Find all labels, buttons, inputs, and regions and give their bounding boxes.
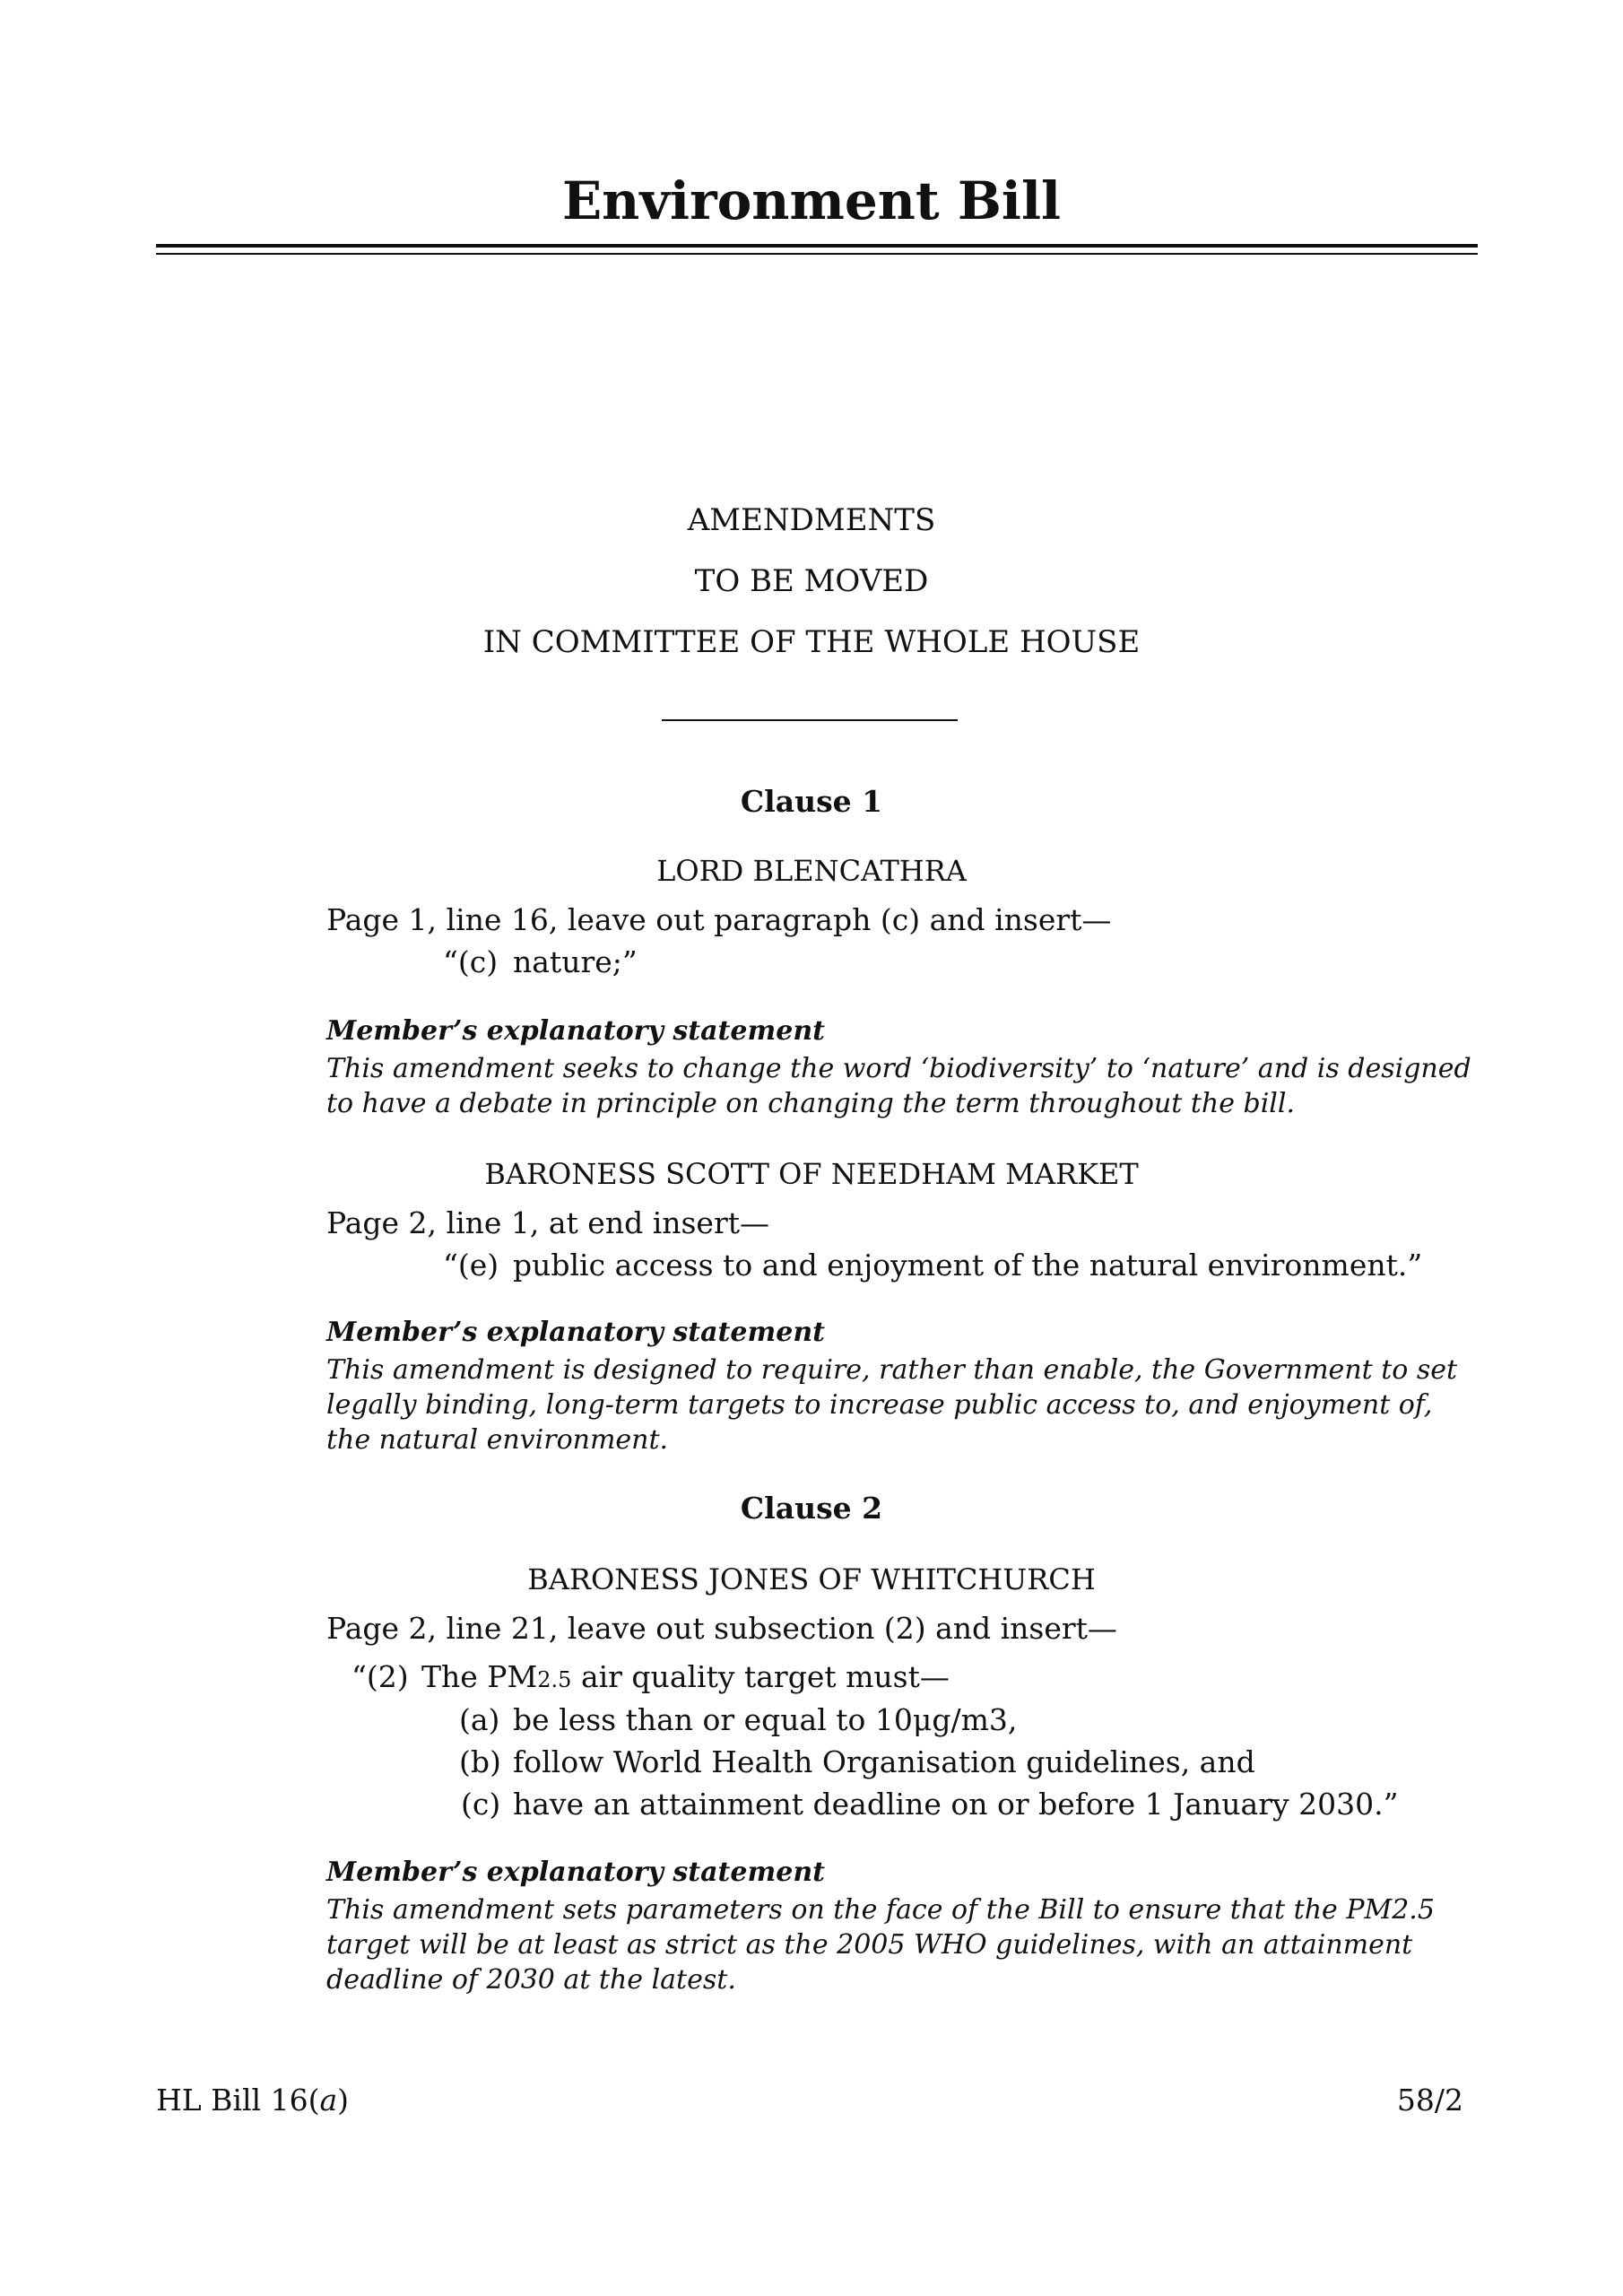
amendment-instruction: Page 2, line 1, at end insert—: [326, 1205, 770, 1240]
insert-text: nature;”: [513, 944, 638, 979]
page-reference: 58/2: [1396, 2083, 1463, 2118]
subsection-text-small: 2.5: [537, 1667, 572, 1692]
member-name: BARONESS JONES OF WHITCHURCH: [527, 1562, 1096, 1596]
item-label: (a): [459, 1702, 500, 1737]
member-name: BARONESS SCOTT OF NEEDHAM MARKET: [484, 1157, 1139, 1191]
subsection-text: [421, 1659, 950, 1694]
bill-reference-prefix: HL Bill 16(: [156, 2083, 320, 2118]
insert-label: “(e): [443, 1248, 499, 1283]
item-text: follow World Health Organisation guidelines, and: [513, 1744, 1255, 1779]
title-rule-thin: [156, 253, 1478, 255]
heading-line-2: TO BE MOVED: [694, 563, 929, 599]
explanatory-heading: Member’s explanatory statement: [326, 1015, 825, 1047]
item-text: be less than or equal to 10μg/m3,: [513, 1702, 1018, 1737]
member-name: LORD BLENCATHRA: [656, 854, 967, 888]
clause-1-heading: Clause 1: [740, 784, 883, 819]
bill-reference-italic: a: [319, 2083, 338, 2118]
explanatory-text: This amendment is designed to require, rather than enable, the Government to set legally binding, long-term targets to increase public access to, and enjoyment of, the natural environment.: [326, 1354, 1458, 1456]
item-text: have an attainment deadline on or before 1 January 2030.”: [513, 1787, 1399, 1822]
title-rule-thick: [156, 244, 1478, 248]
document-title: Environment Bill: [561, 170, 1062, 231]
heading-line-1: AMENDMENTS: [687, 502, 936, 538]
subsection-text-pre: The PM: [421, 1659, 538, 1694]
heading-divider: [662, 719, 958, 721]
bill-reference-suffix: ): [337, 2083, 350, 2118]
amendment-instruction: Page 2, line 21, leave out subsection (2) and insert—: [326, 1611, 1117, 1646]
item-label: (b): [459, 1744, 501, 1779]
explanatory-text: This amendment sets parameters on the face of the Bill to ensure that the PM2.5 target will be at least as strict as the 2005 WHO guidelines, with an attainment deadline of 2030 at the latest.: [326, 1894, 1435, 1996]
explanatory-text: This amendment seeks to change the word ‘biodiversity’ to ‘nature’ and is designed to have a debate in principle on changing the term throughout the bill.: [326, 1053, 1471, 1119]
bill-reference: [156, 2083, 349, 2118]
explanatory-heading: Member’s explanatory statement: [326, 1857, 825, 1888]
heading-line-3: IN COMMITTEE OF THE WHOLE HOUSE: [482, 624, 1141, 660]
insert-text: public access to and enjoyment of the natural environment.”: [513, 1248, 1423, 1283]
subsection-text-post: air quality target must—: [571, 1659, 950, 1694]
amendment-instruction: Page 1, line 16, leave out paragraph (c) and insert—: [326, 902, 1112, 937]
item-label: (c): [461, 1787, 501, 1822]
insert-label: “(c): [443, 944, 499, 979]
subsection-label: “(2): [352, 1659, 409, 1694]
clause-2-heading: Clause 2: [740, 1491, 883, 1526]
explanatory-heading: Member’s explanatory statement: [326, 1317, 825, 1348]
